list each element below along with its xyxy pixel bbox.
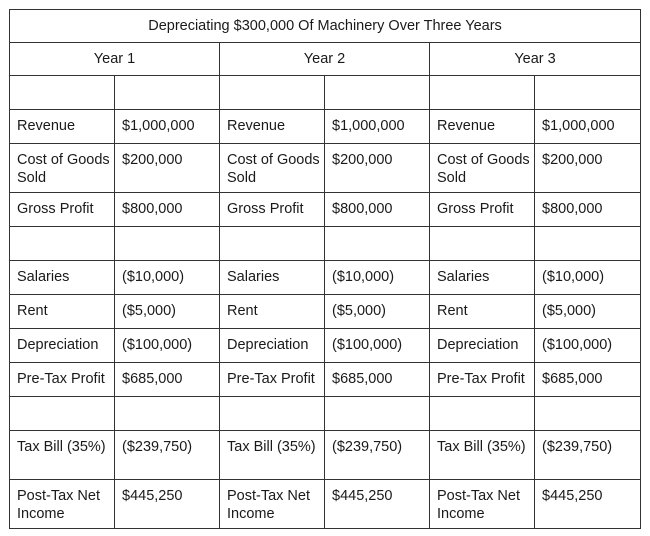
row-value: ($239,750) (535, 431, 641, 480)
table-row (10, 193, 641, 227)
table-row (10, 431, 641, 480)
table-row (10, 480, 641, 529)
table-row (10, 144, 641, 193)
year-header-3: Year 3 (430, 43, 641, 76)
row-value: $200,000 (535, 144, 641, 193)
row-label: Post-Tax Net Income (10, 480, 115, 529)
spacer-row (10, 227, 641, 261)
empty-cell (325, 76, 430, 110)
row-label: Rent (430, 295, 535, 329)
row-label: Gross Profit (220, 193, 325, 227)
table-title: Depreciating $300,000 Of Machinery Over Three Years (10, 10, 641, 43)
row-value: ($239,750) (325, 431, 430, 480)
row-value: $800,000 (535, 193, 641, 227)
row-label: Post-Tax Net Income (220, 480, 325, 529)
row-value: ($239,750) (115, 431, 220, 480)
empty-cell (10, 227, 115, 261)
row-value: ($10,000) (325, 261, 430, 295)
row-value: ($100,000) (325, 329, 430, 363)
row-label: Revenue (430, 110, 535, 144)
row-label: Cost of Goods Sold (10, 144, 115, 193)
table-row (10, 295, 641, 329)
row-value: $685,000 (325, 363, 430, 397)
depreciation-table-container (9, 9, 641, 529)
row-value: $200,000 (325, 144, 430, 193)
row-value: $445,250 (325, 480, 430, 529)
empty-cell (430, 76, 535, 110)
empty-cell (220, 227, 325, 261)
row-label: Tax Bill (35%) (10, 431, 115, 480)
row-label: Tax Bill (35%) (430, 431, 535, 480)
row-value: ($5,000) (325, 295, 430, 329)
row-value: $685,000 (115, 363, 220, 397)
row-label: Pre-Tax Profit (220, 363, 325, 397)
year-header-1: Year 1 (10, 43, 220, 76)
row-value: $1,000,000 (325, 110, 430, 144)
row-label: Salaries (220, 261, 325, 295)
empty-cell (220, 76, 325, 110)
row-value: ($10,000) (115, 261, 220, 295)
row-label: Revenue (10, 110, 115, 144)
empty-cell (115, 227, 220, 261)
empty-cell (430, 397, 535, 431)
empty-cell (535, 397, 641, 431)
table-row (10, 110, 641, 144)
empty-cell (325, 397, 430, 431)
depreciation-table (9, 9, 641, 529)
row-label: Salaries (10, 261, 115, 295)
row-value: ($10,000) (535, 261, 641, 295)
row-value: $800,000 (325, 193, 430, 227)
row-label: Pre-Tax Profit (430, 363, 535, 397)
empty-cell (535, 227, 641, 261)
empty-cell (325, 227, 430, 261)
row-value: $200,000 (115, 144, 220, 193)
row-value: ($5,000) (535, 295, 641, 329)
empty-cell (535, 76, 641, 110)
empty-cell (430, 227, 535, 261)
row-value: $1,000,000 (535, 110, 641, 144)
empty-cell (220, 397, 325, 431)
row-label: Depreciation (430, 329, 535, 363)
empty-cell (115, 397, 220, 431)
row-label: Gross Profit (430, 193, 535, 227)
year-header-2: Year 2 (220, 43, 430, 76)
row-label: Cost of Goods Sold (430, 144, 535, 193)
row-value: ($5,000) (115, 295, 220, 329)
row-value: $685,000 (535, 363, 641, 397)
table-row (10, 363, 641, 397)
row-label: Tax Bill (35%) (220, 431, 325, 480)
row-value: $445,250 (535, 480, 641, 529)
row-label: Salaries (430, 261, 535, 295)
row-value: $800,000 (115, 193, 220, 227)
row-value: ($100,000) (115, 329, 220, 363)
row-label: Post-Tax Net Income (430, 480, 535, 529)
row-value: $1,000,000 (115, 110, 220, 144)
row-label: Depreciation (220, 329, 325, 363)
row-label: Gross Profit (10, 193, 115, 227)
table-row (10, 261, 641, 295)
empty-cell (10, 397, 115, 431)
row-value: $445,250 (115, 480, 220, 529)
empty-cell (10, 76, 115, 110)
spacer-row (10, 397, 641, 431)
table-row (10, 329, 641, 363)
empty-cell (115, 76, 220, 110)
row-label: Pre-Tax Profit (10, 363, 115, 397)
row-label: Rent (10, 295, 115, 329)
row-label: Depreciation (10, 329, 115, 363)
row-label: Rent (220, 295, 325, 329)
row-value: ($100,000) (535, 329, 641, 363)
row-label: Revenue (220, 110, 325, 144)
row-label: Cost of Goods Sold (220, 144, 325, 193)
spacer-row (10, 76, 641, 110)
